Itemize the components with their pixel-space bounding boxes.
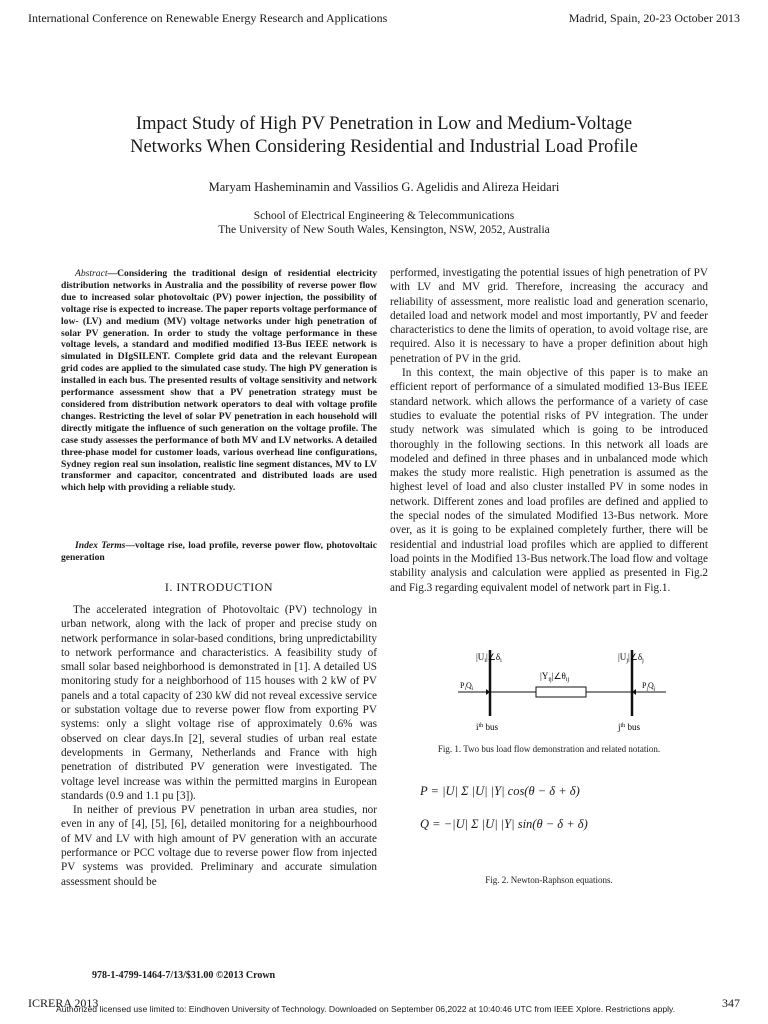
intro-column xyxy=(61,603,377,889)
intro-paragraph-2: In neither of previous PV penetration in urban area studies, nor even in any of [4], [5], [6], detailed monitoring for a neighbourhood of MV and LV with high amount of PV generation with an accurate performance or PCC voltage due to reverse power flow from injected PV systems was provided. Preliminary and accurate simulation assessment should be xyxy=(61,804,377,888)
isbn-copyright: 978-1-4799-1464-7/13/$31.00 ©2013 Crown xyxy=(92,970,276,981)
abstract xyxy=(61,268,377,494)
affiliation xyxy=(60,209,708,237)
newton-raphson-equations xyxy=(420,784,700,832)
conference-location-date: Madrid, Spain, 20-23 October 2013 xyxy=(568,11,740,25)
footer-conference: ICRERA 2013 xyxy=(28,996,99,1010)
equation-p: P = |U| Σ |U| |Y| cos(θ − δ + δ) xyxy=(420,784,580,798)
title-line-2: Networks When Considering Residential and Industrial Load Profile xyxy=(130,137,638,157)
pj-qj-label: $P_jQ_j$ xyxy=(642,681,656,692)
title-line-1: Impact Study of High PV Penetration in Low and Medium-Voltage xyxy=(135,114,633,134)
uj-label: $|U_j|\angle\delta_j$ xyxy=(618,652,644,664)
authors: Maryam Hasheminamin and Vassilios G. Agelidis and Alireza Heidari xyxy=(208,180,560,194)
equation-q: Q = −|U| Σ |U| |Y| sin(θ − δ + δ) xyxy=(420,817,588,831)
bus-i-label: $i^{th}$ bus xyxy=(476,722,498,732)
paper-title xyxy=(60,113,708,159)
abstract-label: Abstract xyxy=(75,268,108,279)
intro-paragraph-1: The accelerated integration of Photovoltaic (PV) technology in urban network, along with the lack of proper and precise study on network performance in solar-based conditions, bring unpredictability to network performance and characteristics. A feasibility study of small solar based neighborhood is demonstrated in [1]. A detailed US monitoring study for a neighborhood of 115 houses with 2 kW of PV panels and a total capacity of 230 kW did not reveal excessive service or substation voltage due to reverse power flow from exporting PV systems: only a slight voltage rise of approximately 0.6% was observed on clear days.In [2], several studies of urban real estate developments in Germany, Netherlands and France with high penetration of distributed PV generation were investigated. The voltage level increase was within the permitted margins in European standards (0.9 and 1.1 pu [3]). xyxy=(61,604,377,802)
bus-j-label: $j^{th}$ bus xyxy=(618,722,640,732)
section-heading: I. INTRODUCTION xyxy=(164,580,274,594)
affiliation-line-2: The University of New South Wales, Kensington, NSW, 2052, Australia xyxy=(218,224,550,236)
figure-2-caption: Fig. 2. Newton-Raphson equations. xyxy=(485,875,613,885)
index-terms-text: —voltage rise, load profile, reverse power flow, photovoltaic generation xyxy=(61,540,377,563)
right-paragraph-2: In this context, the main objective of this paper is to make an efficient report of performance of a simulated modified 13-Bus IEEE standard network. which allows the performance of a variety of case studies to evaluate the potential risks of PV integration. The under study network was simulated which is going to be introduced thoroughly in the following sections. In this network all loads are modeled and defined in three phases and in unbalanced mode which makes the study more realistic. High penetration is assumed as the highest level of load and also cluster installed PV in some nodes in network. Different zones and load profiles are defined and applied to the special nodes of the simulated Modified 13-Bus network. More over, as it is going to be explained completely further, there will be residential and industrial load profiles which are applied to different load points in the Modified 13-Bus network.The load flow and voltage stability analysis and calculation were applied as presented in Fig.2 and Fig.3 regarding equivalent model of network part in Fig.1. xyxy=(390,367,708,594)
figure-1-caption: Fig. 1. Two bus load flow demonstration and related notation. xyxy=(437,744,661,754)
yij-label: $|Y_{ij}|\angle\theta_{ij}$ xyxy=(540,671,570,683)
two-bus-diagram xyxy=(440,646,680,736)
page-number: 347 xyxy=(722,996,740,1010)
affiliation-line-1: School of Electrical Engineering & Telecommunications xyxy=(253,210,515,222)
index-terms-label: Index Terms xyxy=(75,540,126,551)
conference-name: International Conference on Renewable Energy Research and Applications xyxy=(28,11,388,25)
right-column xyxy=(390,266,708,595)
impedance-box xyxy=(536,687,586,697)
abstract-text: —Considering the traditional design of residential electricity distribution networks in Australia and the possibility of reverse power flow due to increased solar photovoltaic (PV) power injection, the possibility of voltage rise is expected to increase. The paper reports voltage performance of low- (LV) and medium (MV) voltage networks under high penetration of solar PV generation. In order to study the voltage performance in these voltage levels, a standard and modified modified 13-Bus IEEE network is simulated in DIgSILENT. Complete grid data and the relevant European grid codes are applied to the simulated case study. The high PV generation is installed in each bus. The presented results of voltage sensitivity and network performance assessment show that a PV penetration strategy must be considered from distribution network operators to deal with voltage profile changes. Restricting the level of solar PV penetration in each household will directly mitigate the influence of such generation on the voltage profile. The case study assesses the performance of both MV and LV networks. A detailed three-phase model for customer loads, various overhead line configurations, Sydney region real sun insolation, realistic line segment distances, MV to LV transformer and capacitor, concentrated and distributed loads are used which help with providing a reliable study. xyxy=(61,268,377,494)
index-terms xyxy=(61,540,377,564)
ui-label: $|U_i|\angle\delta_i$ xyxy=(476,652,502,664)
right-paragraph-1: performed, investigating the potential issues of high penetration of PV with LV and MV grid. Therefore, increasing the accuracy and reliability of assessment, more realistic load and generation scenario, detailed load and network model and most importantly, PV and feeder characteristics to dene the limits of operation, to avoid voltage rise, are required. Also it is necessary to have a proper definition about high penetration of PV in the grid. xyxy=(390,267,708,365)
license-notice: Authorized licensed use limited to: Eindhoven University of Technology. Downloaded on September 06,2022 at 10:40:46 UTC from IEEE Xplore. Restrictions apply. xyxy=(56,1004,676,1014)
pi-qi-label: $P_iQ_i$ xyxy=(460,681,474,692)
